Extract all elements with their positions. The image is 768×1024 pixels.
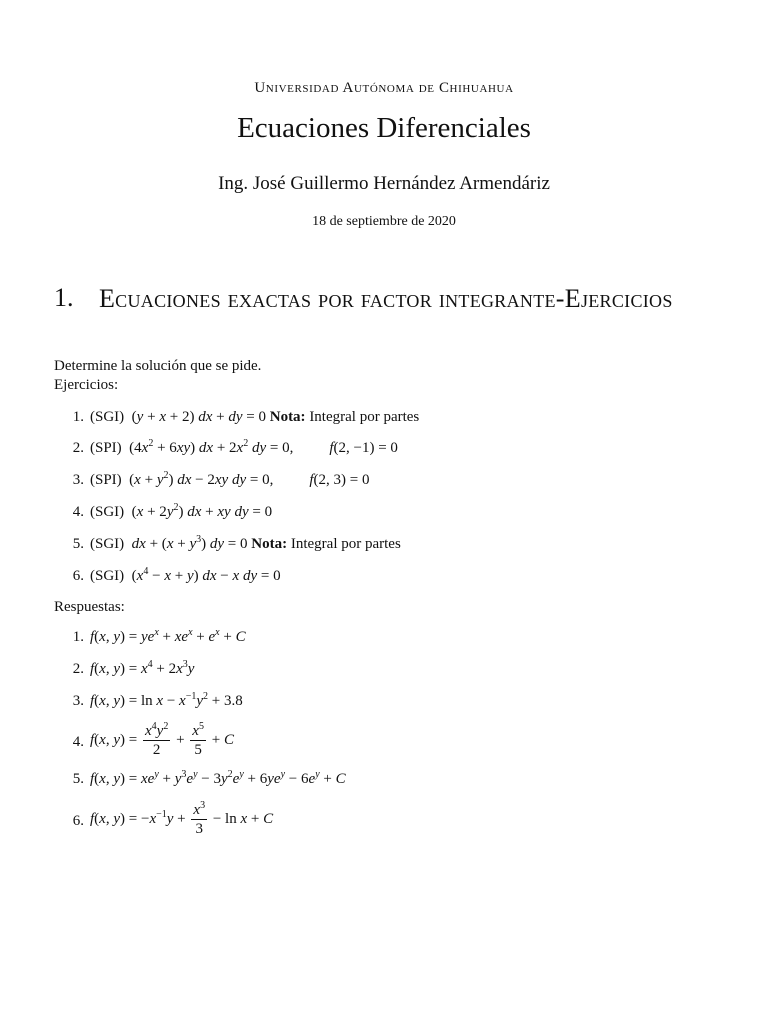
exercise-tag: (SGI) bbox=[90, 568, 125, 584]
instruction-text: Determine la solución que se pide. bbox=[54, 358, 262, 374]
university-name: Universidad Autónoma de Chihuahua bbox=[254, 80, 514, 96]
exercise-tag: (SGI) bbox=[90, 504, 125, 520]
exercise-number: 4. bbox=[72, 504, 84, 520]
answer-equation: f(x, y) = $\frac{x^4y^2}{2}$ + $\frac{x^5}{5}$ + C bbox=[90, 721, 234, 758]
answer-equation: f(x, $y) = xe^y + y^3e^y - 3y^2e^y + 6ye^y - 6e^y + C$ bbox=[90, 769, 346, 787]
exercise-tag: (SGI) bbox=[90, 536, 125, 552]
answer-equation: f(x, $y) = x^4 + 2x^3y$ bbox=[90, 659, 195, 677]
exercise-equation: $(4x^2 + 6xy)$ dx + $2x^2$ dy = 0, f(2, −1) = 0 bbox=[125, 438, 398, 456]
exercise-note: Integral por partes bbox=[309, 409, 420, 425]
exercise-tag: (SPI) bbox=[90, 472, 122, 488]
answer-equation: f(x, $y) = -x^{-1}y$ + $\frac{x^3}{3}$ − ln x + C bbox=[90, 800, 274, 837]
exercises-label: Ejercicios: bbox=[54, 377, 119, 393]
exercise-number: 2. bbox=[72, 440, 84, 456]
document-title: Ecuaciones Diferenciales bbox=[237, 112, 531, 144]
exercise-equation: $(x + y^2)$ dx − 2xy dy = 0, f(2, 3) = 0 bbox=[125, 470, 370, 488]
answer-number: 5. bbox=[72, 771, 84, 787]
exercise-equation: $(x + 2y^2)$ dx + xy dy = 0 bbox=[127, 502, 273, 520]
exercise-note-label: Nota: bbox=[251, 536, 288, 552]
section-title: Ecuaciones exactas por factor integrante-Ejercicios bbox=[99, 284, 673, 313]
exercise-note: Integral por partes bbox=[290, 536, 401, 552]
answer-number: 6. bbox=[72, 813, 84, 829]
exercise-equation: $(x^4 - x + y)$ dx − x dy = 0 bbox=[127, 566, 281, 584]
exercise-number: 5. bbox=[72, 536, 84, 552]
exercise-tag: (SPI) bbox=[90, 440, 122, 456]
answer-number: 3. bbox=[72, 693, 84, 709]
exercise-equation: (y + x + 2) dx + dy = 0 bbox=[127, 409, 266, 425]
document-author: Ing. José Guillermo Hernández Armendáriz bbox=[218, 173, 550, 194]
exercise-number: 6. bbox=[72, 568, 84, 584]
exercise-number: 1. bbox=[72, 409, 84, 425]
answer-number: 1. bbox=[72, 629, 84, 645]
exercise-equation: dx + $(x + y^3)$ dy = 0 bbox=[131, 534, 248, 552]
document-date: 18 de septiembre de 2020 bbox=[312, 214, 456, 229]
answers-label: Respuestas: bbox=[54, 599, 125, 615]
section-number: 1. bbox=[54, 283, 74, 312]
answer-equation: f(x, $y) = \ln x - x^{-1}y^2 + 3.8$ bbox=[90, 691, 243, 709]
answer-number: 2. bbox=[72, 661, 84, 677]
exercise-note-label: Nota: bbox=[269, 409, 306, 425]
answer-equation: f(x, $y) = ye^x + xe^x + e^x + C$ bbox=[90, 627, 246, 645]
answer-number: 4. bbox=[72, 734, 84, 750]
exercise-tag: (SGI) bbox=[90, 409, 125, 425]
exercise-number: 3. bbox=[72, 472, 84, 488]
